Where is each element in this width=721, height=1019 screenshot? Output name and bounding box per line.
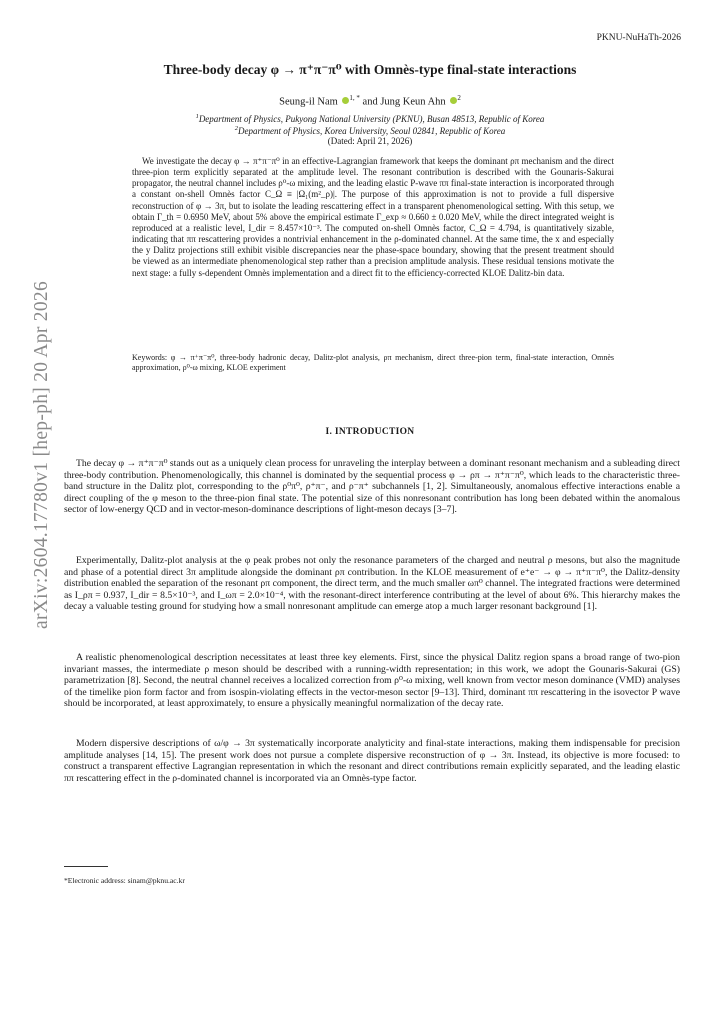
- author-affiliation-mark: 2: [457, 94, 461, 102]
- author-name: Jung Keun Ahn: [380, 96, 446, 108]
- body-paragraph: Experimentally, Dalitz-plot analysis at the φ peak probes not only the resonance parameters of the charged and neutral ρ mesons, but also the magnitude and phase of a potential direct 3π amplitude alongside the dominant ρπ contribution. In the KLOE measurement of e⁺e⁻ → φ → π⁺π⁻π⁰, the Dalitz-density distribution enabled the separation of the resonant ρπ component, the direct term, and the much smaller ωπ⁰ channel. The integrated fractions were determined as I_ρπ = 0.937, I_dir = 8.5×10⁻³, and I_ωπ = 2.0×10⁻⁴, with the resonant-direct interference contributing at the level of about 6%. This hierarchy makes the decay a valuable testing ground for studying how a small nonresonant amplitude can emerge atop a much larger resonant background [1].: [64, 555, 680, 613]
- paper-title: Three-body decay φ → π⁺π⁻π⁰ with Omnès-type final-state interactions: [163, 62, 577, 77]
- affiliation-text: Department of Physics, Pukyong National University (PKNU), Busan 48513, Republic of Korea: [198, 114, 545, 124]
- footnote-rule: [64, 866, 108, 867]
- footnote: *Electronic address: sinam@pknu.ac.kr: [64, 876, 185, 885]
- date-line: (Dated: April 21, 2026): [327, 136, 413, 146]
- affiliation-text: Department of Physics, Korea University, Seoul 02841, Republic of Korea: [237, 126, 506, 136]
- affiliation-mark: 1: [195, 113, 199, 120]
- body-paragraph: The decay φ → π⁺π⁻π⁰ stands out as a uniquely clean process for unraveling the interplay between a dominant resonant mechanism and a subleading direct three-body contribution. Phenomenologically, this channel is dominated by the sequential process φ → ρπ → π⁺π⁻π⁰, which leads to the characteristic three-band structure in the Dalitz plot, corresponding to the ρ⁰π⁰, ρ⁺π⁻, and ρ⁻π⁺ subchannels [1, 2]. Simultaneously, anomalous effective interactions enable a direct coupling of the φ meson to the three-pion final state. The potential size of this nonresonant contribution has long been debated within the anomalous sector of low-energy QCD and in vector-meson-dominance descriptions of light-meson decays [3–7].: [64, 458, 680, 516]
- abstract: We investigate the decay φ → π⁺π⁻π⁰ in an effective-Lagrangian framework that keeps the dominant ρπ mechanism and the direct three-pion term explicitly separated at the amplitude level. The resonant contribution is described with the Gounaris-Sakurai propagator, the neutral channel includes ρ⁰-ω mixing, and the leading elastic P-wave ππ final-state interaction is incorporated through a constant on-shell Omnès factor C_Ω ≡ |Ω₁(m²_ρ)|. The purpose of this approximation is not to provide a full dispersive reconstruction of φ → 3π, but to isolate the leading rescattering effect in a transparent phenomenological setting. With this setup, we obtain Γ_th = 0.6950 MeV, about 5% above the empirical estimate Γ_exp ≈ 0.660 ± 0.020 MeV, while the direct integrated weight is reproduced at a realistic level, I_dir = 8.457×10⁻³. The computed on-shell Omnès factor, C_Ω = 4.794, is quantitatively sizable, indicating that ππ rescattering provides a nontrivial enhancement in the ρ-dominated channel. At the same time, the x and especially the y Dalitz projections still exhibit visible discrepancies near the phase-space boundary, showing that the present treatment should be viewed as an intermediate phenomenological step rather than a precision amplitude analysis. These residual tensions motivate the next stage: a fully s-dependent Omnès implementation and a direct fit to the efficiency-corrected KLOE Dalitz-bin data.: [132, 156, 614, 278]
- body-paragraph: A realistic phenomenological description necessitates at least three key elements. First, since the physical Dalitz region spans a broad range of two-pion invariant masses, the intermediate ρ meson should be described with a running-width representation; in this work, we adopt the Gounaris-Sakurai (GS) parametrization [8]. Second, the neutral channel receives a localized correction from ρ⁰-ω mixing, well known from vector meson dominance (VMD) analyses of the timelike pion form factor and from isospin-violating effects in the vector-meson sector [9–13]. Third, dominant ππ rescattering in the isovector P wave should be incorporated, at least approximately, to ensure a physically meaningful normalization of the decay rate.: [64, 652, 680, 710]
- body-paragraph: Modern dispersive descriptions of ω/φ → 3π systematically incorporate analyticity and final-state interactions, making them indispensable for precision amplitude analyses [14, 15]. The present work does not pursue a complete dispersive reconstruction of φ → 3π. Instead, its objective is more focused: to construct a transparent effective Lagrangian representation in which the resonant and direct contributions remain explicitly separated, and the leading elastic ππ rescattering effect in the ρ-dominated channel is incorporated via an Omnès-type factor.: [64, 738, 680, 784]
- report-number: PKNU-NuHaTh-2026: [596, 33, 681, 43]
- keywords: Keywords: φ → π⁺π⁻π⁰, three-body hadronic decay, Dalitz-plot analysis, ρπ mechanism, direct three-pion term, final-state interaction, Omnès approximation, ρ⁰-ω mixing, KLOE experiment: [132, 353, 614, 372]
- author-conjunction: and: [362, 96, 378, 108]
- affiliation-mark: 2: [234, 125, 238, 132]
- author-affiliation-mark: 1, *: [349, 94, 360, 102]
- author-name: Seung-il Nam: [279, 96, 338, 108]
- arxiv-side-stamp: arXiv:2604.17780v1 [hep-ph] 20 Apr 2026: [31, 280, 52, 630]
- author-line: [80, 94, 660, 108]
- section-heading: I. INTRODUCTION: [325, 427, 415, 437]
